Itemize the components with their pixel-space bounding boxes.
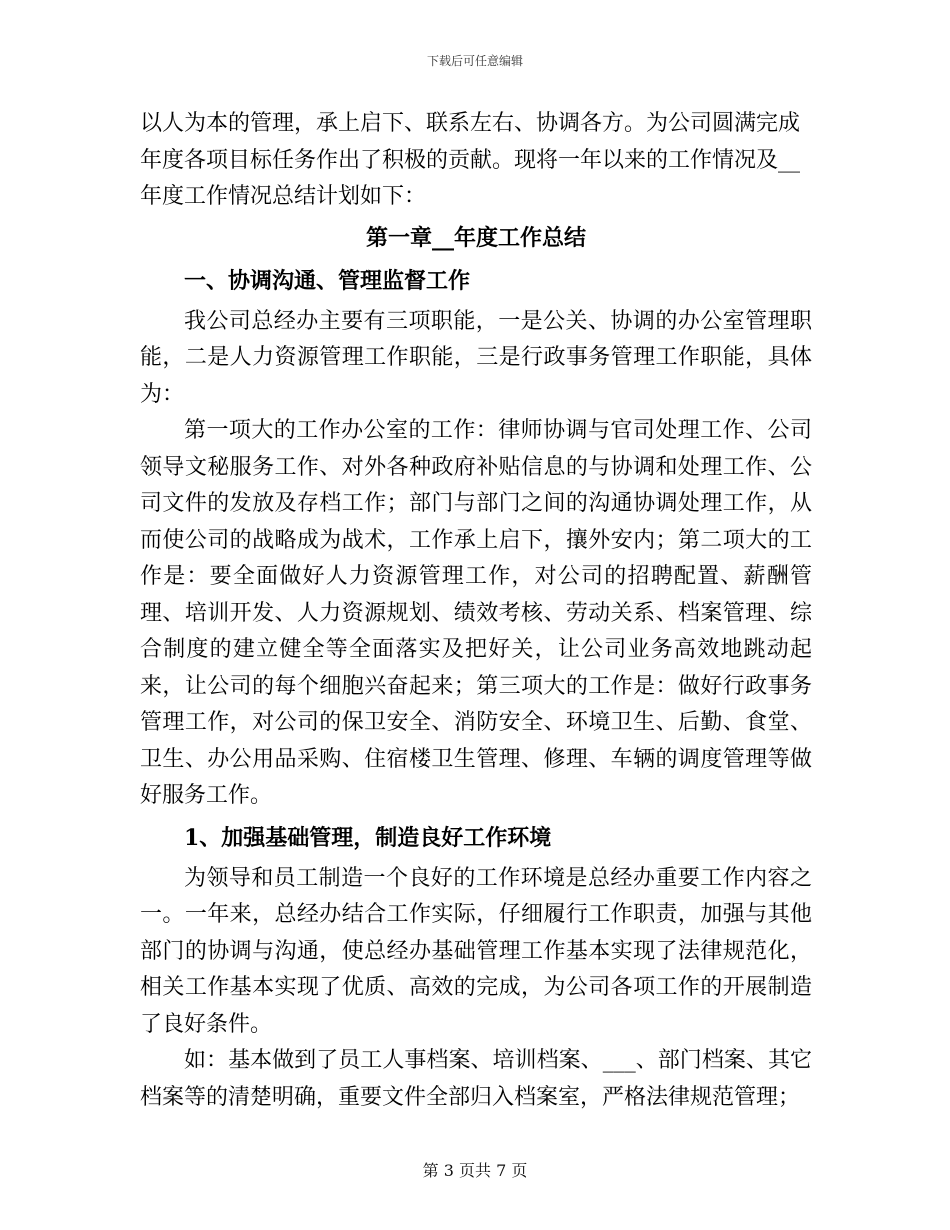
intro-line-1: 以人为本的管理，承上启下、联系左右、协调各方。为公司圆满完成	[140, 111, 801, 136]
section-paragraph-2: 第一项大的工作办公室的工作：律师协调与官司处理工作、公司领导文秘服务工作、对外各种政府补贴信息的与协调和处理工作、公司文件的发放及存档工作；部门与部门之间的沟通协调处理工作，从而使公司的战略成为战术，工作承上启下，攘外安内；第二项大的工作是：要全面做好人力资源管理工作，对公司的招聘配置、薪酬管理、培训开发、人力资源规划、绩效考核、劳动关系、档案管理、综合制度的建立健全等全面落实及把好关，让公司业务高效地跳动起来，让公司的每个细胞兴奋起来；第三项大的工作是：做好行政事务管理工作，对公司的保卫安全、消防安全、环境卫生、后勤、食堂、卫生、办公用品采购、住宿楼卫生管理、修理、车辆的调度管理等做好服务工作。	[140, 418, 812, 808]
intro-line-3: 年度工作情况总结计划如下：	[140, 184, 427, 209]
subsection-paragraph-2: 如：基本做到了员工人事档案、培训档案、___、部门档案、其它档案等的清楚明确，重要文件全部归入档案室，严格法律规范管理；	[140, 1048, 812, 1110]
subsection-paragraph-1: 为领导和员工制造一个良好的工作环境是总经办重要工作内容之一。一年来，总经办结合工作实际，仔细履行工作职责，加强与其他部门的协调与沟通，使总经办基础管理工作基本实现了法律规范化，相关工作基本实现了优质、高效的完成，为公司各项工作的开展制造了良好条件。	[140, 865, 812, 1037]
section-heading: 一、协调沟通、管理监督工作	[184, 267, 471, 294]
document-body	[140, 106, 812, 1116]
section-paragraph-1: 我公司总经办主要有三项职能，一是公关、协调的办公室管理职能，二是人力资源管理工作职能，三是行政事务管理工作职能，具体为：	[140, 308, 812, 407]
chapter-title: 第一章__年度工作总结	[365, 224, 586, 251]
subsection-heading: 1、加强基础管理，制造良好工作环境	[184, 824, 552, 851]
page-header: 下载后可任意编辑	[426, 54, 523, 68]
page-footer: 第 3 页共 7 页	[422, 1161, 528, 1180]
intro-line-2: 年度各项目标任务作出了积极的贡献。现将一年以来的工作情况及__	[140, 147, 801, 173]
